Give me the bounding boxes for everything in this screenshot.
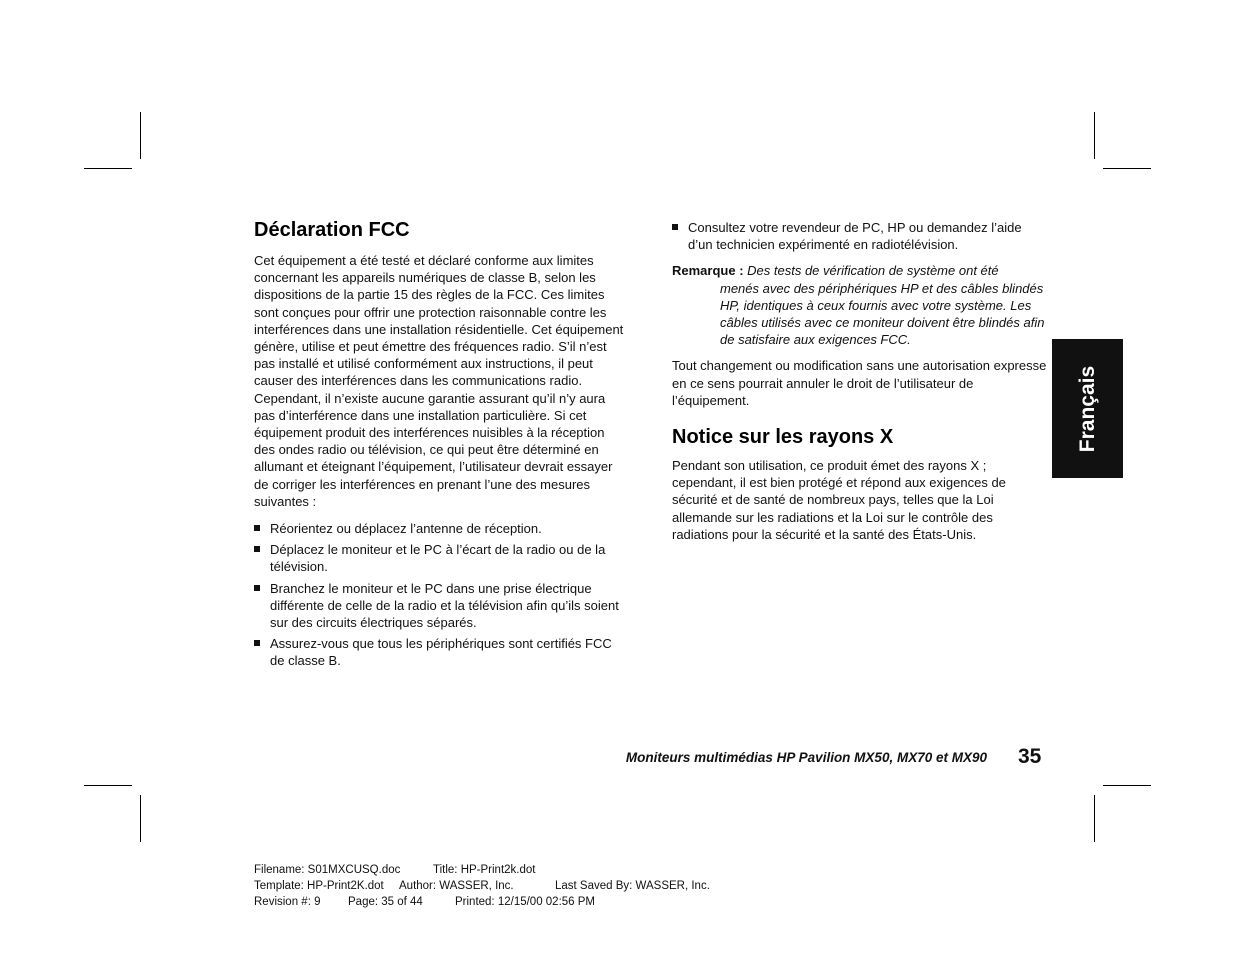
fcc-heading: Déclaration FCC — [254, 219, 410, 241]
bullet-square-icon — [254, 546, 260, 552]
list-item: Consultez votre revendeur de PC, HP ou demandez l’aide d’un technicien expérimenté en radiotélévision. — [672, 219, 1047, 253]
list-item: Branchez le moniteur et le PC dans une prise électrique différente de celle de la radio et la télévision afin qu’ils soient sur des circuits électriques séparés. — [254, 580, 626, 632]
crop-mark — [1094, 112, 1095, 159]
bullet-square-icon — [672, 224, 678, 230]
meta-line — [254, 894, 710, 910]
bullet-square-icon — [254, 640, 260, 646]
note-label: Remarque : — [672, 263, 744, 279]
running-footer-title: Moniteurs multimédias HP Pavilion MX50, MX70 et MX90 — [625, 750, 987, 765]
fcc-paragraph: Cet équipement a été testé et déclaré conforme aux limites concernant les appareils numériques de classe B, selon les dispositions de la partie 15 des règles de la FCC. Ces limites sont conçues pour offrir une protection raisonnable contre les interférences dans une installation résidentielle. Cet équipement génère, utilise et peut émettre des fréquences radio. S’il n’est pas installé et utilisé conformément aux instructions, il peut causer des interférences dans les communications radio. Cependant, il n’existe aucune garantie assurant qu’il n’y aura pas d’interférence dans une installation particulière. Si cet équipement produit des interférences nuisibles à la réception des ondes radio ou télévision, ce qui peut être déterminé en allumant et éteignant l’équipement, l’utilisateur devrait essayer de corriger les interférences en prenant l’une des mesures suivantes : — [254, 253, 624, 509]
xray-paragraph: Pendant son utilisation, ce produit émet des rayons X ; cependant, il est bien protégé et répond aux exigences de sécurité et de santé de nombreux pays, telles que la Loi allemande sur les radiations et la Loi sur le contrôle des radiations pour la sécurité et la santé des États-Unis. — [672, 458, 1006, 542]
meta-page: Page: 35 of 44 — [348, 896, 423, 908]
meta-last-saved: Last Saved By: WASSER, Inc. — [555, 880, 710, 892]
language-tab — [1052, 339, 1123, 478]
meta-title: Title: HP-Print2k.dot — [433, 864, 536, 876]
meta-line — [254, 878, 710, 894]
crop-mark — [140, 795, 141, 842]
note-continuation: menés avec des périphériques HP et des câbles blindés HP, identiques à ceux fournis avec votre système. Les câbles utilisés avec ce moniteur doivent être blindés afin de satisfaire aux exigences FCC. — [720, 280, 1045, 348]
document-metadata — [254, 862, 710, 910]
fcc-measures-list — [254, 520, 626, 670]
meta-line — [254, 862, 710, 878]
left-column — [254, 218, 626, 674]
meta-template: Template: HP-Print2K.dot — [254, 880, 384, 892]
note-block — [672, 262, 1047, 348]
dealer-list — [672, 219, 1047, 253]
meta-printed: Printed: 12/15/00 02:56 PM — [455, 896, 596, 908]
meta-author: Author: WASSER, Inc. — [399, 880, 514, 892]
list-item: Assurez-vous que tous les périphériques sont certifiés FCC de classe B. — [254, 635, 626, 669]
bullet-square-icon — [254, 525, 260, 531]
crop-mark — [140, 112, 141, 159]
crop-mark — [1094, 795, 1095, 842]
modification-paragraph: Tout changement ou modification sans une autorisation expresse en ce sens pourrait annuler le droit de l’utilisateur de l’équipement. — [672, 358, 1047, 408]
crop-mark — [1103, 785, 1151, 786]
crop-mark — [1103, 168, 1151, 169]
list-item: Déplacez le moniteur et le PC à l’écart de la radio ou de la télévision. — [254, 541, 626, 575]
crop-mark — [84, 168, 132, 169]
xray-heading: Notice sur les rayons X — [672, 426, 894, 449]
language-tab-label: Français — [1075, 365, 1099, 452]
crop-mark — [84, 785, 132, 786]
page-number: 35 — [1018, 745, 1042, 768]
right-column — [672, 219, 1047, 543]
note-first-line — [672, 262, 1047, 279]
meta-revision: Revision #: 9 — [254, 896, 321, 908]
list-item: Réorientez ou déplacez l’antenne de réception. — [254, 520, 626, 537]
meta-filename: Filename: S01MXCUSQ.doc — [254, 864, 401, 876]
note-text: Des tests de vérification de système ont été — [747, 263, 999, 279]
bullet-square-icon — [254, 585, 260, 591]
